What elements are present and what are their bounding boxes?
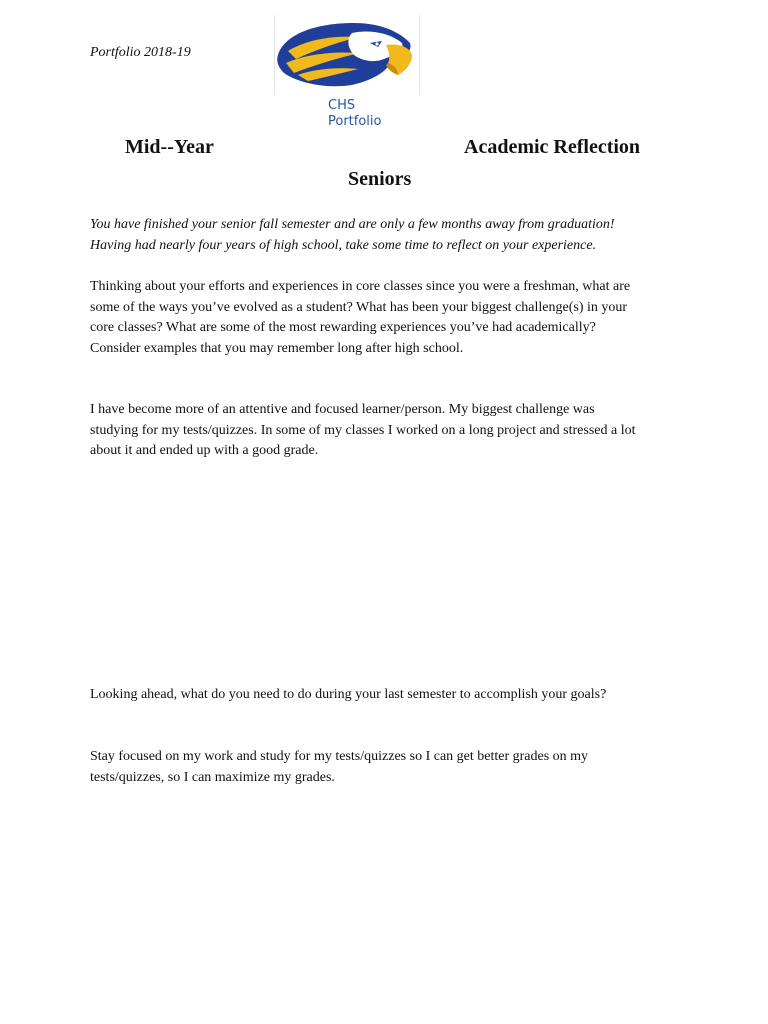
answer-2-line: Stay focused on my work and study for my tests/quizzes so I can get better grades on my [90,749,589,764]
title-academic-reflection: Academic Reflection [464,136,641,158]
question-2 [90,685,690,706]
answer-1-line: about it and ended up with a good grade. [90,443,319,458]
question-1 [90,277,690,359]
logo-caption-line1: CHS [328,98,356,113]
portfolio-year-label: Portfolio 2018-19 [90,45,191,60]
intro-line: You have finished your senior fall semester and are only a few months away from graduation! [90,217,615,232]
title-seniors: Seniors [348,168,412,190]
answer-2-line: tests/quizzes, so I can maximize my grades. [90,769,335,785]
answer-1-line: studying for my tests/quizzes. In some of my classes I worked on a long project and stressed a lot [90,422,636,438]
question-1-line: Thinking about your efforts and experiences in core classes since you were a freshman, what are [90,279,631,294]
school-logo [274,15,420,95]
intro-line: Having had nearly four years of high school, take some time to reflect on your experience. [90,237,597,253]
answer-1-line: I have become more of an attentive and focused learner/person. My biggest challenge was [90,402,595,417]
logo-caption [328,98,381,130]
question-2-line: Looking ahead, what do you need to do during your last semester to accomplish your goals? [90,687,607,702]
answer-1 [90,400,690,462]
answer-2 [90,747,690,788]
question-1-line: core classes? What are some of the most rewarding experiences you’ve had academically? [90,320,596,335]
intro-paragraph [90,215,690,256]
logo-caption-line2: Portfolio [328,114,382,129]
eagle-mascot-icon [274,15,420,95]
question-1-line: some of the ways you’ve evolved as a student? What has been your biggest challenge(s) in your [90,299,628,315]
question-1-line: Consider examples that you may remember long after high school. [90,340,464,356]
title-mid-year: Mid--Year [125,136,214,158]
